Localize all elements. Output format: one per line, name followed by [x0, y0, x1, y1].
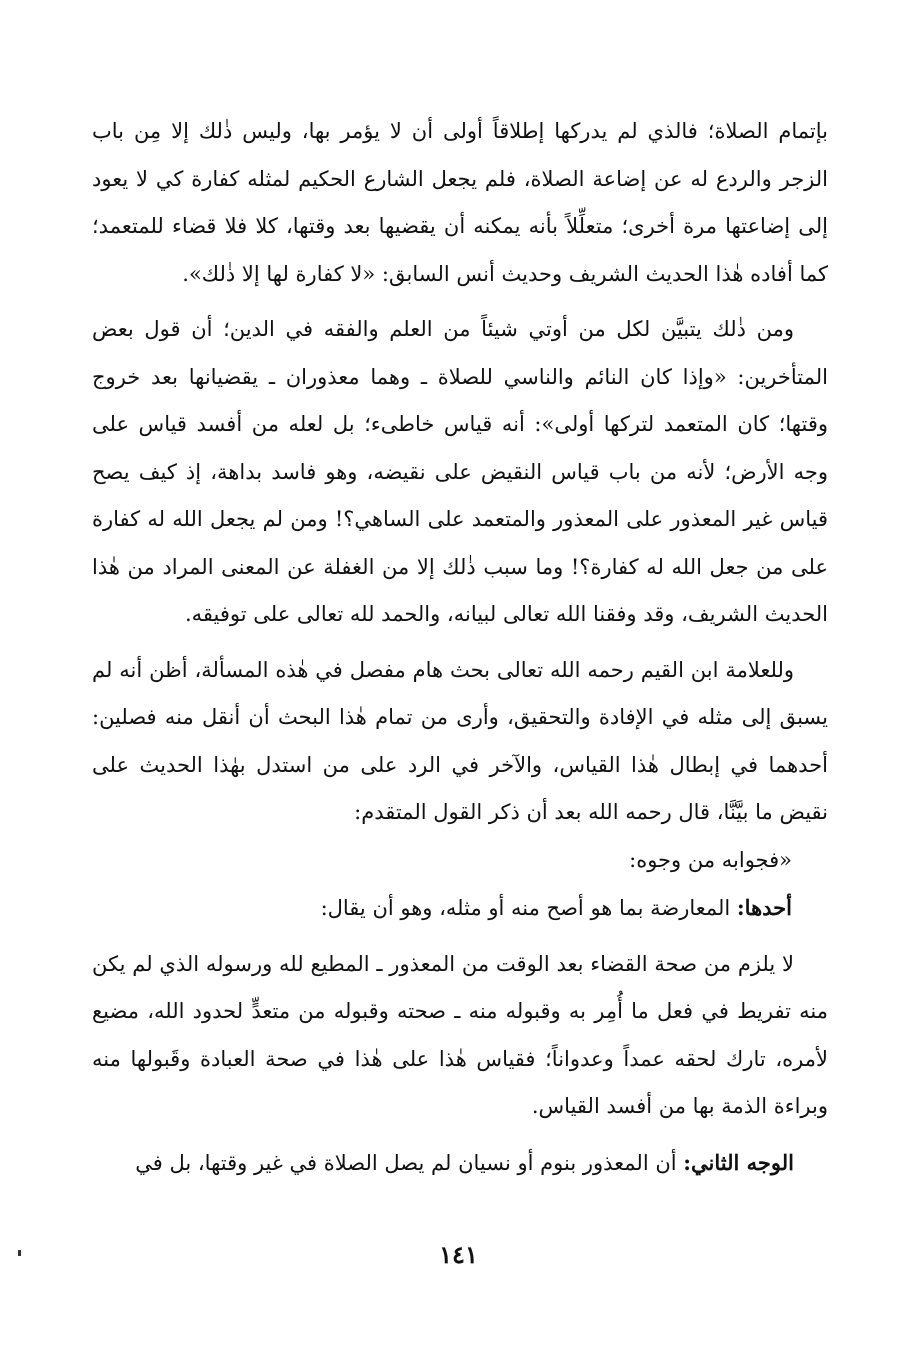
page-number: ١٤١: [439, 1240, 478, 1269]
paragraph-first-aspect: [92, 884, 828, 933]
paragraph-1: بإتمام الصلاة؛ فالذي لم يدركها إطلاقاً أولى أن لا يؤمر بها، وليس ذٰلك إلا مِن باب الزجر والردع له عن إضاعة الصلاة، فلم يجعل الشارع الحكيم لمثله كفارة كي لا يعود إلى إضاعتها مرة أخرى؛ متعلِّلاً بأنه يمكنه أن يقضيها بعد وقتها، كلا فلا قضاء للمتعمد؛ كما أفاده هٰذا الحديث الشريف وحديث أنس السابق: «لا كفارة لها إلا ذٰلك».: [92, 119, 828, 286]
scan-speck: [18, 1250, 21, 1256]
second-aspect-label: الوجه الثاني:: [683, 1149, 794, 1175]
paragraph-6: لا يلزم من صحة القضاء بعد الوقت من المعذور ـ المطيع لله ورسوله الذي لم يكن منه تفريط في فعل ما أُمِر به وقبوله منه ـ صحته وقبوله من متعدٍّ لحدود الله، مضيع لأمره، تارك لحقه عمداً وعدواناً؛ فقياس هٰذا على هٰذا في صحة العبادة وقَبولها منه وبراءة الذمة بها من أفسد القياس.: [92, 951, 828, 1118]
paragraph-2: ومن ذٰلك يتبيَّن لكل من أوتي شيئاً من العلم والفقه في الدين؛ أن قول بعض المتأخرين: «وإذا كان النائم والناسي للصلاة ـ وهما معذوران ـ يقضيانها بعد خروج وقتها؛ كان المتعمد لتركها أولى»: أنه قياس خاطىء؛ بل لعله من أفسد قياس على وجه الأرض؛ لأنه من باب قياس النقيض على نقيضه، وهو فاسد بداهة، إذ كيف يصح قياس غير المعذور على المعذور والمتعمد على الساهي؟! ومن لم يجعل الله له كفارة على من جعل الله له كفارة؟! وما سبب ذٰلك إلا من الغفلة عن المعنى المراد من هٰذا الحديث الشريف، وقد وفقنا الله تعالى لبيانه، والحمد لله تعالى على توفيقه.: [92, 317, 828, 626]
paragraph-quote-start: «فجوابه من وجوه:: [629, 847, 792, 872]
paragraph-3: وللعلامة ابن القيم رحمه الله تعالى بحث هام مفصل في هٰذه المسألة، أظن أنه لم يسبق إلى مثله في الإفادة والتحقيق، وأرى من تمام هٰذا البحث أن أنقل منه فصلين: أحدهما في إبطال هٰذا القياس، والآخر في الرد على من استدل بهٰذا الحديث على نقيض ما بيَّنَّا، قال رحمه الله بعد أن ذكر القول المتقدم:: [92, 657, 828, 824]
second-aspect-text: أن المعذور بنوم أو نسيان لم يصل الصلاة في غير وقتها، بل في: [135, 1150, 677, 1175]
first-aspect-label: أحدها:: [736, 895, 792, 920]
first-aspect-text: المعارضة بما هو أصح منه أو مثله، وهو أن يقال:: [320, 896, 731, 920]
paragraph-second-aspect: [92, 1139, 828, 1188]
body-text: [92, 108, 828, 1187]
